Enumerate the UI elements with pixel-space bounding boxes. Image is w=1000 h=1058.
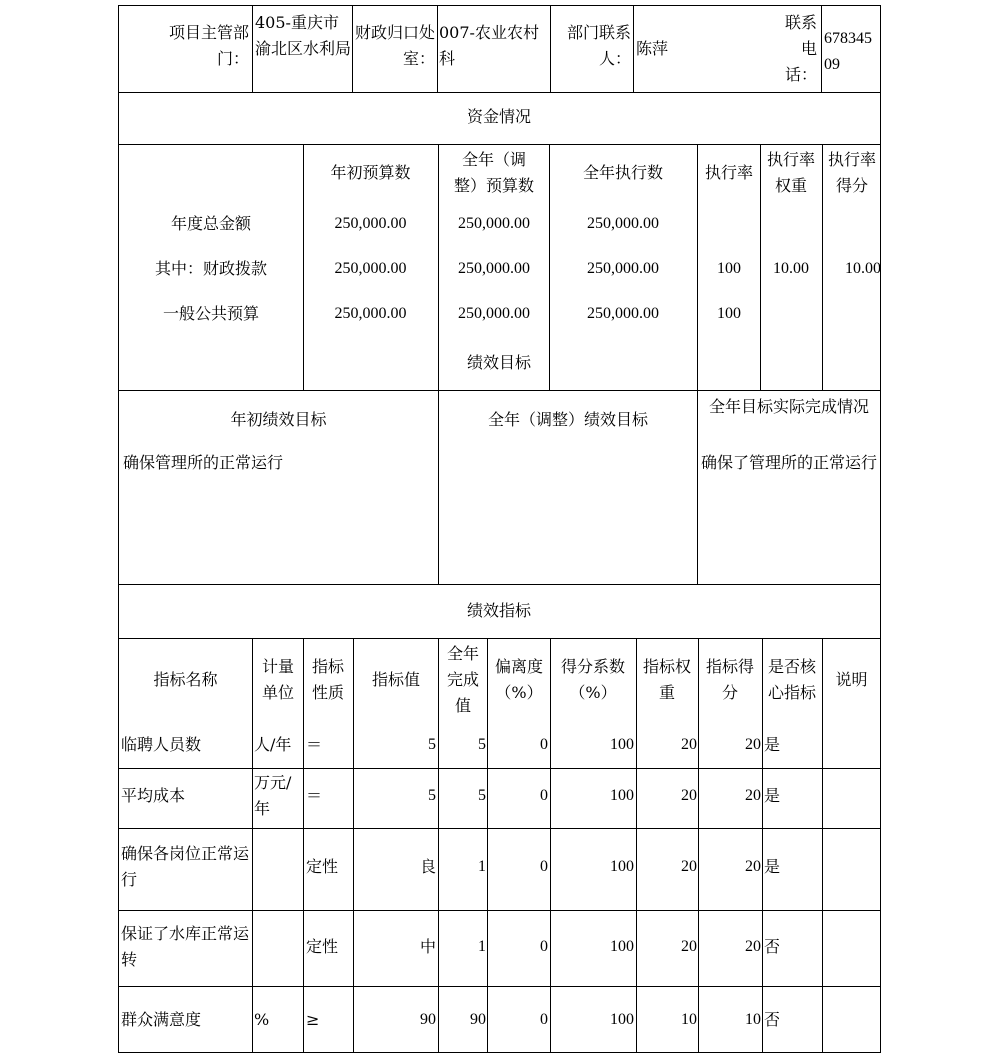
ind-header-weight: 指标权重 — [642, 657, 691, 702]
grid-line — [437, 6, 438, 92]
indicator-target: 5 — [428, 736, 436, 753]
grid-line — [353, 638, 354, 1052]
ind-header-target: 指标值 — [371, 670, 420, 689]
indicator-coef: 100 — [610, 1011, 634, 1028]
indicator-coef: 100 — [610, 736, 634, 753]
performance-report-table — [118, 5, 881, 1053]
grid-line — [119, 638, 880, 639]
dept-label: 项目主管部门： — [168, 23, 249, 68]
indicator-score: 10 — [745, 1011, 761, 1028]
indicator-unit: 人/年 — [254, 735, 292, 754]
grid-line — [636, 638, 637, 1052]
fund-row-adjusted: 250,000.00 — [458, 305, 530, 322]
indicator-deviation: 0 — [540, 938, 548, 955]
fund-row-initial: 250,000.00 — [334, 260, 407, 277]
indicator-weight: 20 — [681, 858, 697, 875]
office-label: 财政归口处室： — [355, 23, 436, 68]
ind-header-nature: 指标性质 — [311, 657, 344, 702]
indicator-deviation: 0 — [540, 736, 548, 753]
fund-row-executed: 250,000.00 — [587, 260, 659, 277]
indicator-coef: 100 — [610, 787, 634, 804]
indicator-name: 群众满意度 — [121, 1010, 202, 1029]
indicator-score: 20 — [745, 858, 761, 875]
indicator-target: 中 — [419, 937, 436, 956]
indicator-core: 否 — [764, 937, 781, 956]
col-header-weight: 执行率权重 — [766, 150, 815, 195]
grid-line — [550, 6, 551, 92]
fund-row-adjusted: 250,000.00 — [458, 215, 530, 232]
indicator-nature: ＝ — [306, 735, 323, 754]
fund-row-executed: 250,000.00 — [587, 305, 659, 322]
ind-header-name: 指标名称 — [153, 670, 218, 689]
fund-row-label: 其中：财政拨款 — [154, 259, 267, 278]
indicator-deviation: 0 — [540, 787, 548, 804]
actual-goal-title: 全年目标实际完成情况 — [708, 397, 869, 416]
grid-line — [633, 6, 634, 92]
indicator-actual: 1 — [478, 938, 486, 955]
grid-line — [119, 910, 880, 911]
grid-line — [252, 6, 253, 92]
funds-section-title: 资金情况 — [466, 107, 531, 126]
indicator-nature: 定性 — [306, 857, 339, 876]
initial-goal-title: 年初绩效目标 — [230, 410, 327, 429]
indicator-target: 90 — [420, 1011, 436, 1028]
indicator-unit: 万元/年 — [254, 773, 292, 818]
initial-goal-text: 确保管理所的正常运行 — [123, 453, 284, 472]
ind-header-score: 指标得分 — [705, 657, 754, 702]
grid-line — [822, 638, 823, 1052]
fund-row-initial: 250,000.00 — [334, 305, 407, 322]
indicator-nature: 定性 — [306, 937, 339, 956]
indicator-target: 5 — [428, 787, 436, 804]
indicator-deviation: 0 — [540, 1011, 548, 1028]
indicator-name: 确保各岗位正常运行 — [121, 844, 250, 889]
actual-goal-text: 确保了管理所的正常运行 — [701, 453, 878, 472]
indicator-actual: 90 — [470, 1011, 486, 1028]
indicator-weight: 20 — [681, 787, 697, 804]
indicator-deviation: 0 — [540, 858, 548, 875]
indicator-weight: 10 — [681, 1011, 697, 1028]
grid-line — [119, 828, 880, 829]
indicator-nature: ＝ — [306, 786, 323, 805]
ind-header-core: 是否核心指标 — [767, 657, 816, 702]
grid-line — [119, 584, 880, 585]
indicator-name: 临聘人员数 — [121, 735, 202, 754]
indicator-core: 是 — [764, 735, 781, 754]
indicator-actual: 5 — [478, 736, 486, 753]
office-value: 007-农业农村科 — [439, 23, 539, 68]
contact-value: 陈萍 — [636, 39, 669, 58]
indicator-core: 是 — [764, 857, 781, 876]
indicator-weight: 20 — [681, 938, 697, 955]
grid-line — [119, 144, 880, 145]
col-header-initial: 年初预算数 — [330, 163, 411, 182]
grid-line — [252, 638, 253, 1052]
indicator-nature: ≥ — [306, 1010, 320, 1029]
indicator-score: 20 — [745, 787, 761, 804]
grid-line — [352, 6, 353, 92]
fund-row-score: 10.00 — [845, 260, 881, 277]
grid-line — [119, 390, 880, 391]
grid-line — [821, 6, 822, 92]
grid-line — [697, 390, 698, 584]
indicator-score: 20 — [745, 736, 761, 753]
contact-label: 部门联系人： — [566, 23, 631, 68]
fund-row-weight: 10.00 — [773, 260, 809, 277]
grid-line — [762, 638, 763, 1052]
fund-row-label: 年度总金额 — [170, 214, 251, 233]
grid-line — [303, 638, 304, 1052]
col-header-executed: 全年执行数 — [582, 163, 663, 182]
ind-header-unit: 计量单位 — [261, 657, 294, 702]
phone-label: 联系电话： — [784, 13, 817, 84]
indicator-target: 良 — [419, 857, 436, 876]
indicator-coef: 100 — [610, 858, 634, 875]
goals-section-title: 绩效目标 — [466, 353, 531, 372]
phone-value: 67834509 — [824, 30, 872, 73]
indicator-coef: 100 — [610, 938, 634, 955]
indicator-core: 否 — [764, 1010, 781, 1029]
fund-row-executed: 250,000.00 — [587, 215, 659, 232]
indicators-section-title: 绩效指标 — [466, 601, 531, 620]
ind-header-actual: 全年完成值 — [446, 644, 479, 715]
indicator-name: 保证了水库正常运转 — [121, 924, 250, 969]
grid-line — [550, 638, 551, 1052]
ind-header-coef: 得分系数（%） — [560, 657, 625, 702]
col-header-adjusted: 全年（调整）预算数 — [453, 150, 534, 195]
fund-row-label: 一般公共预算 — [162, 304, 259, 323]
indicator-weight: 20 — [681, 736, 697, 753]
grid-line — [119, 986, 880, 987]
grid-line — [487, 638, 488, 1052]
dept-value: 405-重庆市渝北区水利局 — [255, 13, 352, 58]
fund-row-rate: 100 — [717, 305, 741, 322]
indicator-unit: % — [254, 1010, 270, 1029]
col-header-score: 执行率得分 — [827, 150, 876, 195]
ind-header-deviation: 偏离度（%） — [494, 657, 543, 702]
ind-header-note: 说明 — [835, 670, 868, 689]
indicator-actual: 1 — [478, 858, 486, 875]
grid-line — [438, 638, 439, 1052]
fund-row-rate: 100 — [717, 260, 741, 277]
grid-line — [119, 768, 880, 769]
indicator-score: 20 — [745, 938, 761, 955]
grid-line — [119, 92, 880, 93]
adjusted-goal-title: 全年（调整）绩效目标 — [487, 410, 648, 429]
grid-line — [698, 638, 699, 1052]
col-header-rate: 执行率 — [704, 163, 753, 182]
indicator-name: 平均成本 — [121, 786, 186, 805]
fund-row-adjusted: 250,000.00 — [458, 260, 530, 277]
fund-row-initial: 250,000.00 — [334, 215, 407, 232]
indicator-actual: 5 — [478, 787, 486, 804]
indicator-core: 是 — [764, 786, 781, 805]
